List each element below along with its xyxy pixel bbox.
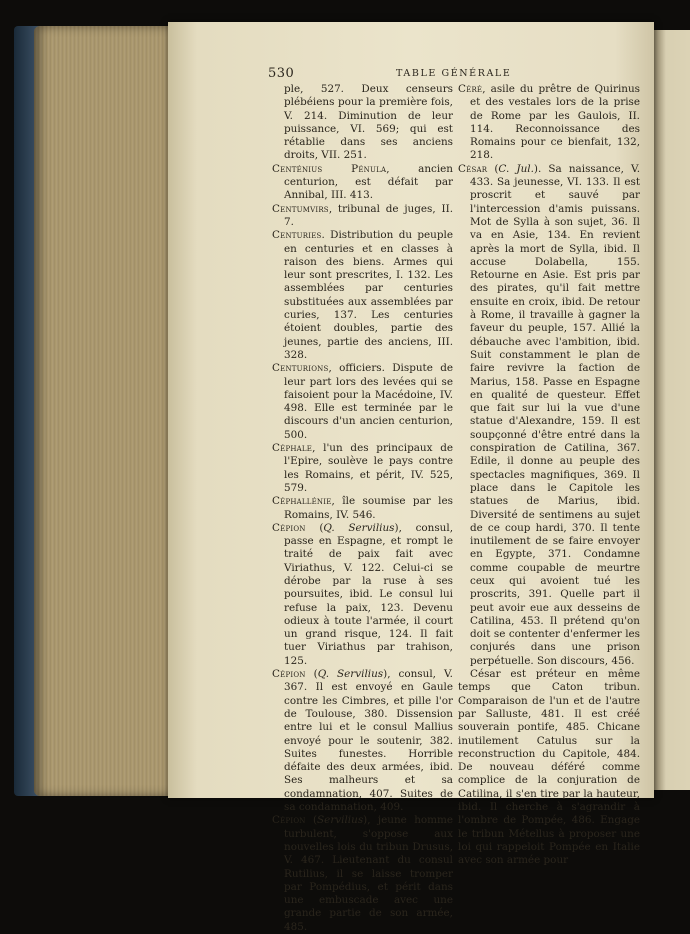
entry-text: ple, 527. Deux censeurs plébéiens pour la première fois, V. 214. Diminution de leur puissance, VI. 569; qui est rétablie dans ses anciens droits, VII. 251. <box>284 83 453 162</box>
index-entry <box>272 229 453 362</box>
entry-headword: Cépion <box>272 521 306 534</box>
entry-headword: Centurions <box>272 362 329 375</box>
entry-text: , ancien centurion, est défait par Annibal, III. 413. <box>284 162 453 202</box>
entry-headword: Centénius Pénula <box>272 162 387 175</box>
entry-text: , île soumise par les Romains, IV. 546. <box>284 495 453 521</box>
entry-praenomen: C. Jul. <box>498 162 534 175</box>
index-entry <box>272 83 453 163</box>
entry-headword: Centumvirs <box>272 202 329 215</box>
right-column <box>458 83 640 868</box>
left-column <box>272 83 453 934</box>
entry-praenomen: Q. Servilius <box>317 668 384 681</box>
entry-text: , l'un des principaux de l'Epire, soulève le pays contre les Romains, et périt, IV. 525, 579. <box>284 442 453 494</box>
index-entry <box>458 83 640 163</box>
index-entry <box>272 203 453 230</box>
entry-text: , asile du prêtre de Quirinus et des vestales lors de la prise de Rome par les Gaulois, II. 114. Reconnoissance des Romains pour ce bienfait, 132, 218. <box>470 83 640 162</box>
entry-headword: Céphale <box>272 442 313 455</box>
index-entry <box>272 495 453 522</box>
entry-headword: Cépion <box>272 814 306 827</box>
entry-headword: Céré <box>458 83 483 95</box>
entry-text: , jeune homme turbulent, s'oppose aux nouvelles lois du tribun Drusus, V. 467. Lieutenant du consul Rutilius, il se laisse tromper par Pompédius, et périt dans une embuscade avec une grande partie de son armée, 485. <box>284 814 453 933</box>
entry-headword: César <box>458 162 488 175</box>
entry-headword: Centuries <box>272 229 322 242</box>
index-entry: Cépion (Q. Servilius), consul, V. 367. Il est envoyé en Gaule contre les Cimbres, et pille l'or de Toulouse, 380. Dissension entre lui et le consul Mallius envoyé pour le soutenir, 382. Suites funestes. Horrible défaite des deux armées, ibid. Ses malheurs et sa condamnation, 407. Suites de sa condamnation, 409. <box>272 668 453 814</box>
index-entry <box>272 442 453 495</box>
entry-text: , tribunal de juges, II. 7. <box>284 202 453 228</box>
index-entry: Cépion (Servilius), jeune homme turbulent, s'oppose aux nouvelles lois du tribun Drusus, V. 467. Lieutenant du consul Rutilius, il se laisse tromper par Pompédius, et périt dans une embuscade avec une grande partie de son armée, 485. <box>272 814 453 933</box>
entry-text: , consul, V. 367. Il est envoyé en Gaule contre les Cimbres, et pille l'or de Toulouse, 380. Dissension entre lui et le consul Mallius envoyé pour le soutenir, 382. Suites funestes. Horrible défaite des deux armées, ibid. Ses malheurs et sa condamnation, 407. Suites de sa condamnation, 409. <box>284 668 453 814</box>
entry-text: . Sa naissance, V. 433. Sa jeunesse, VI. 133. Il est proscrit et sauvé par l'intercession d'amis puissans. Mot de Sylla à son sujet, 36. Il va en Asie, 134. En revient après la mort de Sylla, ibid. Il accuse Dolabella, 155. Retourne en Asie. Est pris par des pirates, qu'il fait mettre ensuite en croix, ibid. De retour à Rome, il travaille à gagner la faveur du peuple, 157. Allié la débauche avec l'ambition, ibid. Suit constamment le plan de faire revivre la faction de Marius, 158. Passe en Espagne en qualité de questeur. Effet que fait sur lui la vue d'une statue d'Alexandre, 159. Il est soupçonné d'être entré dans la conspiration de Catilina, 367. Edile, il donne au peuple des spectacles magnifiques, 369. Il place dans le Capitole les statues de Marius, ibid. Diversité de sentimens au sujet de ce coup hardi, 370. Il tente inutilement de se faire envoyer en Egypte, 371. Condamne comme coupable de meurtre ceux qui avoient tué les proscrits, 391. Quelle part il peut avoir eue aux desseins de Catilina, 453. Il prétend qu'on doit se contenter d'enfermer les conjurés dans une prison perpétuelle. Son discours, 456. <box>470 162 641 667</box>
running-title: TABLE GÉNÉRALE <box>396 68 512 79</box>
index-entry: César (C. Jul.). Sa naissance, V. 433. Sa jeunesse, VI. 133. Il est proscrit et sauvé par l'intercession d'amis puissans. Mot de Sylla à son sujet, 36. Il va en Asie, 134. En revient après la mort de Sylla, ibid. Il accuse Dolabella, 155. Retourne en Asie. Est pris par des pirates, qu'il fait mettre ensuite en croix, ibid. De retour à Rome, il travaille à gagner la faveur du peuple, 157. Allié la débauche avec l'ambition, ibid. Suit constamment le plan de faire revivre la faction de Marius, 158. Passe en Espagne en qualité de questeur. Effet que fait sur lui la vue d'une statue d'Alexandre, 159. Il est soupçonné d'être entré dans la conspiration de Catilina, 367. Edile, il donne au peuple des spectacles magnifiques, 369. Il place dans le Capitole les statues de Marius, ibid. Diversité de sentimens au sujet de ce coup hardi, 370. Il tente inutilement de se faire envoyer en Egypte, 371. Condamne comme coupable de meurtre ceux qui avoient tué les proscrits, 391. Quelle part il peut avoir eue aux desseins de Catilina, 453. Il prétend qu'on doit se contenter d'enfermer les conjurés dans une prison perpétuelle. Son discours, 456. <box>458 162 641 667</box>
index-entry <box>272 362 453 442</box>
entry-praenomen: Servilius <box>317 814 364 827</box>
entry-text: , officiers. Dispute de leur part lors des levées qui se faisoient pour la Macédoine, IV. 498. Elle est terminée par le discours d'un ancien centurion, 500. <box>284 362 453 441</box>
entry-headword: Cépion <box>272 668 306 681</box>
entry-text: . Distribution du peuple en centuries et en classes à raison des biens. Armes qui leur sont prescrites, I. 132. Les assemblées par centuries substituées aux assemblées par curies, 137. Les centuries étoient doubles, partie des jeunes, partie des anciens, III. 328. <box>284 229 453 361</box>
entry-text: , consul, passe en Espagne, et rompt le traité de paix fait avec Viriathus, V. 122. Celui-ci se dérobe par la ruse à ses poursuites, ibid. Le consul lui refuse la paix, 123. Devenu odieux à toute l'armée, il court un grand risque, 124. Il fait tuer Viriathus par trahison, 125. <box>284 521 453 667</box>
entry-text: César est préteur en même temps que Caton tribun. Comparaison de l'un et de l'autre par Salluste, 481. Il est créé souverain pontife, 485. Chicane inutilement Catulus sur la reconstruction du Capitole, 484. De nouveau déféré comme complice de la conjuration de Catilina, il s'en tire par la hauteur, ibid. Il cherche à s'agrandir à l'ombre de Pompée, 486. Engage le tribun Métellus à proposer une loi qui rappeloit Pompée en Italie avec son armée pour <box>458 668 640 867</box>
index-entry <box>458 668 640 867</box>
entry-praenomen: Q. Servilius <box>323 521 395 534</box>
index-entry: Cépion (Q. Servilius), consul, passe en Espagne, et rompt le traité de paix fait avec Viriathus, V. 122. Celui-ci se dérobe par la ruse à ses poursuites, ibid. Le consul lui refuse la paix, 123. Devenu odieux à toute l'armée, il court un grand risque, 124. Il fait tuer Viriathus par trahison, 125. <box>272 521 453 667</box>
facing-page-edge <box>654 30 690 790</box>
page-number: 530 <box>268 66 295 81</box>
page-header <box>268 66 640 82</box>
index-entry <box>272 163 453 203</box>
entry-headword: Céphallénie <box>272 495 332 508</box>
